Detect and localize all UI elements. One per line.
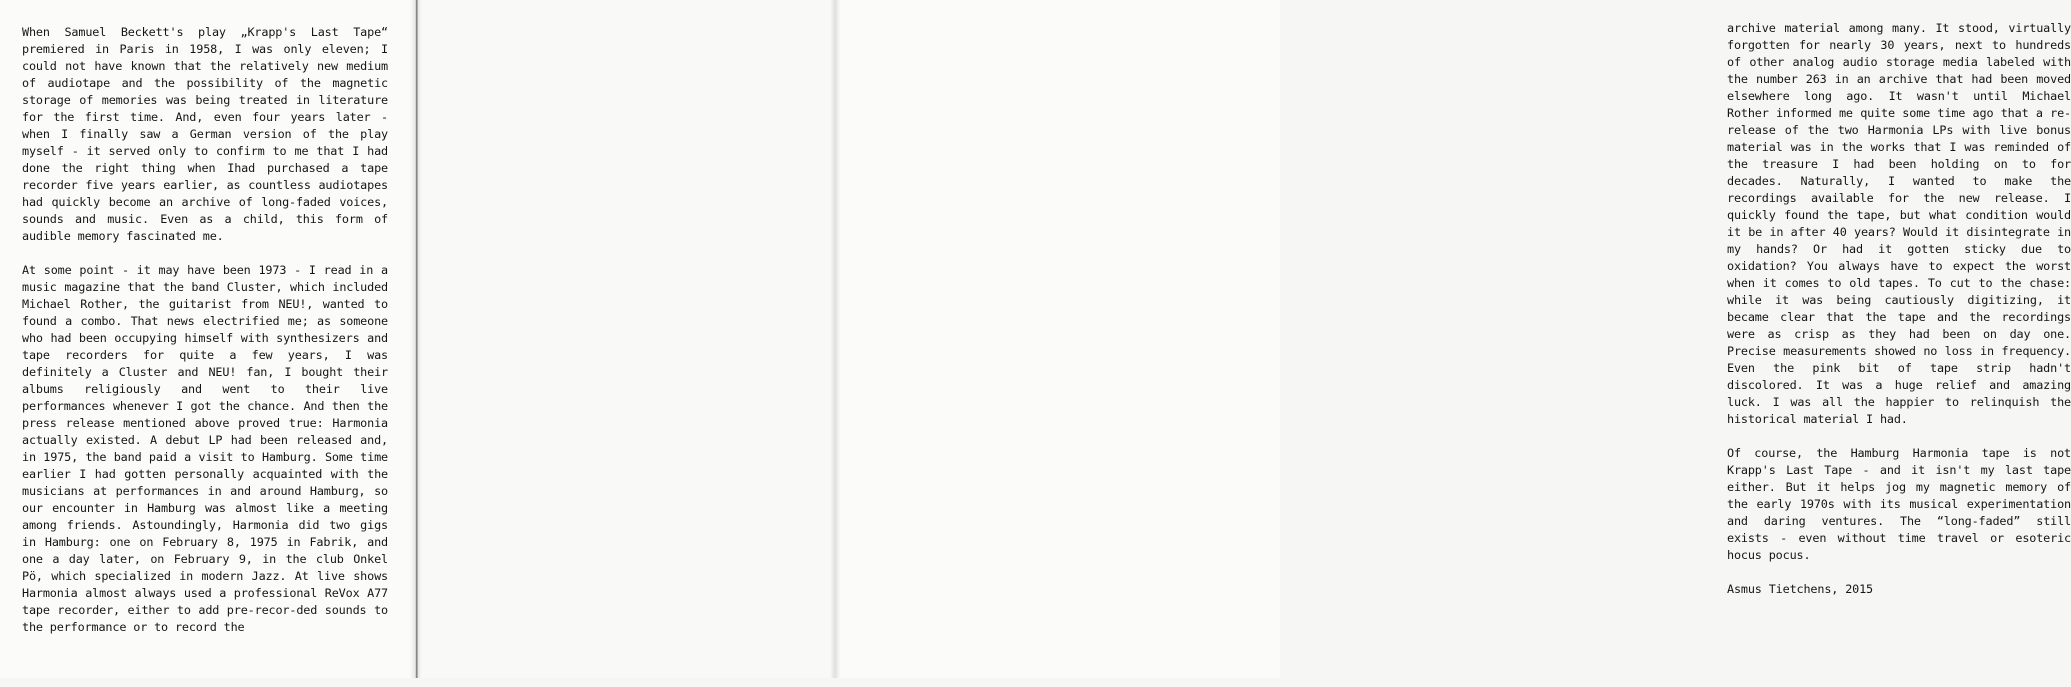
left-page-text: [22, 24, 388, 653]
left-page: [0, 0, 416, 678]
paragraph-beckett-intro: When Samuel Beckett's play „Krapp's Last Tape“ premiered in Paris in 1958, I was only eleven; I could not have known that the relatively new medium of audiotape and the possibility of the magnetic storage of memories was being treated in literature for the first time. And, even four years later - when I finally saw a German version of the play myself - it served only to confirm to me that I had done the right thing when Ihad purchased a tape recorder five years earlier, as countless audiotapes had quickly become an archive of long-faded voices, sounds and music. Even as a child, this form of audible memory fascinated me.: [22, 25, 388, 243]
right-page-text: [1727, 20, 2071, 598]
paragraph-harmonia-hamburg: At some point - it may have been 1973 - I read in a music magazine that the band Cluster, which included Michael Rother, the guitarist from NEU!, wanted to found a combo. That news electrified me; as someone who had been occupying himself with synthesizers and tape recorders for quite a few years, I was definitely a Cluster and NEU! fan, I bought their albums religiously and went to their live performances whenever I got the chance. And then the press release mentioned above proved true: Harmonia actually existed. A debut LP had been released and, in 1975, the band paid a visit to Hamburg. Some time earlier I had gotten personally acquainted with the musicians at performances in and around Hamburg, so our encounter in Hamburg was almost like a meeting among friends. Astoundingly, Harmonia did two gigs in Hamburg: one on February 8, 1975 in Fabrik, and one a day later, on February 9, in the club Onkel Pö, which specialized in modern Jazz. At live shows Harmonia almost always used a professional ReVox A77 tape recorder, either to add pre-recor-ded sounds to the performance or to record the: [22, 263, 388, 634]
paragraph-closing: Of course, the Hamburg Harmonia tape is not Krapp's Last Tape - and it isn't my last tape either. But it helps jog my magnetic memory of the early 1970s with its musical experimentation and daring ventures. The “long-faded” still exists - even without time travel or esoteric hocus pocus.: [1727, 446, 2071, 562]
right-page: [840, 0, 2071, 678]
paragraph-archive-rerelease: archive material among many. It stood, virtually forgotten for nearly 30 years, next to hundreds of other analog audio storage media labeled with the number 263 in an archive that had been moved elsewhere long ago. It wasn't until Michael Rother informed me quite some time ago that a re-release of the two Harmonia LPs with live bonus material was in the works that I was reminded of the treasure I had been holding on to for decades. Naturally, I wanted to make the recordings available for the new release. I quickly found the tape, but what condition would it be in after 40 years? Would it disintegrate in my hands? Or had it gotten sticky due to oxidation? You always have to expect the worst when it comes to old tapes. To cut to the chase: while it was being cautiously digitizing, it became clear that the tape and the recordings were as crisp as they had been on day one. Precise measurements showed no loss in frequency. Even the pink bit of tape strip hadn't discolored. It was a huge relief and amazing luck. I was all the happier to relinquish the historical material I had.: [1727, 21, 2071, 426]
author-signature: Asmus Tietchens, 2015: [1727, 582, 1873, 596]
page-fold-right: [830, 0, 840, 678]
page-fold-left: [410, 0, 422, 678]
middle-page: [416, 0, 840, 678]
